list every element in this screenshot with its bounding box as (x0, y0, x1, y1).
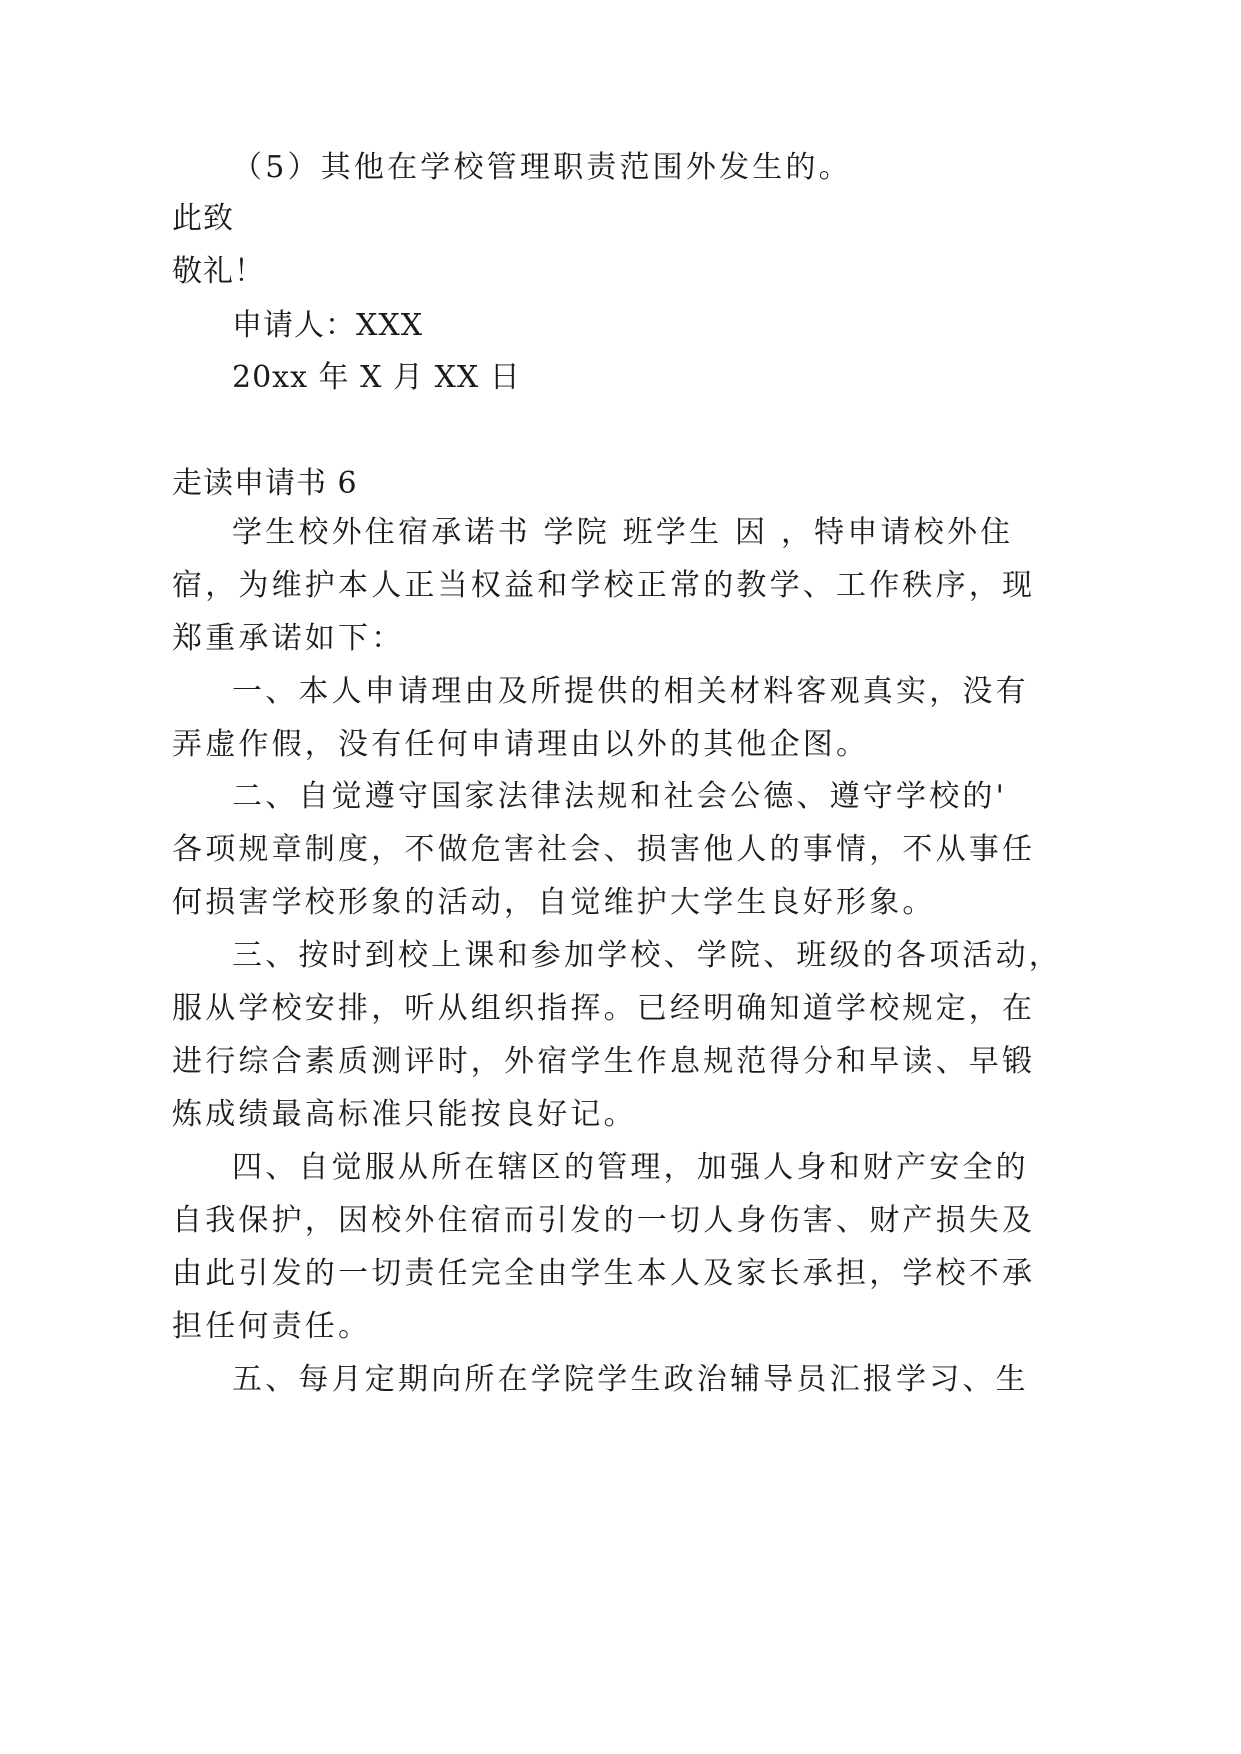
paragraph-line: 服从学校安排，听从组织指挥。已经明确知道学校规定，在 (172, 991, 1036, 1026)
paragraph-line: 三、按时到校上课和参加学校、学院、班级的各项活动， (232, 938, 1062, 973)
paragraph-line: 弄虚作假，没有任何申请理由以外的其他企图。 (172, 727, 870, 762)
date-line: 20xx 年 X 月 XX 日 (232, 360, 521, 395)
paragraph-line: 五、每月定期向所在学院学生政治辅导员汇报学习、生 (232, 1362, 1029, 1397)
paragraph-line: （5）其他在学校管理职责范围外发生的。 (232, 150, 852, 185)
paragraph-line: 进行综合素质测评时，外宿学生作息规范得分和早读、早锻 (172, 1044, 1036, 1079)
salutation-line: 敬礼！ (172, 254, 265, 289)
paragraph-line: 各项规章制度，不做危害社会、损害他人的事情，不从事任 (172, 832, 1036, 867)
paragraph-line: 学生校外住宿承诺书 学院 班学生 因 ，特申请校外住 (232, 515, 1014, 550)
paragraph-line: 宿，为维护本人正当权益和学校正常的教学、工作秩序，现 (172, 568, 1036, 603)
paragraph-line: 二、自觉遵守国家法律法规和社会公德、遵守学校的' (232, 779, 1008, 814)
paragraph-line: 郑重承诺如下： (172, 621, 405, 656)
paragraph-line: 自我保护，因校外住宿而引发的一切人身伤害、财产损失及 (172, 1203, 1036, 1238)
paragraph-line: 担任何责任。 (172, 1309, 372, 1344)
section-title: 走读申请书 6 (172, 466, 358, 501)
paragraph-line: 炼成绩最高标准只能按良好记。 (172, 1097, 637, 1132)
paragraph-line: 四、自觉服从所在辖区的管理，加强人身和财产安全的 (232, 1150, 1029, 1185)
closing-line: 此致 (172, 201, 234, 236)
paragraph-line: 由此引发的一切责任完全由学生本人及家长承担，学校不承 (172, 1256, 1036, 1291)
applicant-line: 申请人：XXX (232, 308, 424, 343)
paragraph-line: 一、本人申请理由及所提供的相关材料客观真实，没有 (232, 674, 1029, 709)
paragraph-line: 何损害学校形象的活动，自觉维护大学生良好形象。 (172, 885, 936, 920)
